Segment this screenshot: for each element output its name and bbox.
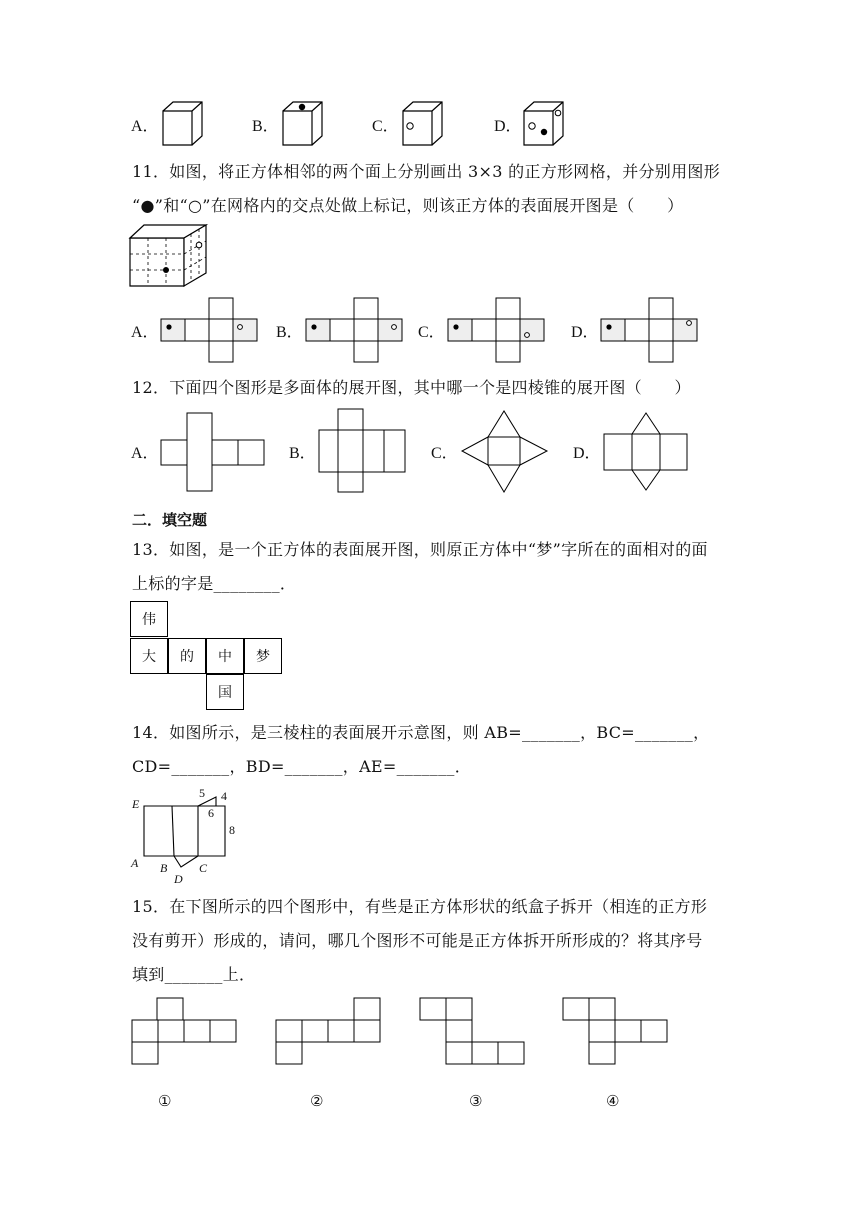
q13-cell-wei: 伟: [130, 601, 168, 637]
q11-net-a: [160, 297, 258, 363]
hollow-dot-icon: [687, 321, 692, 326]
q11-text-line1: 11．如图，将正方体相邻的两个面上分别画出 3×3 的正方形网格，并分别用图形: [132, 162, 720, 181]
q11-text-line2: “●”和“○”在网格内的交点处做上标记，则该正方体的表面展开图是（ ）: [132, 196, 684, 215]
q14-prism-net-figure: [143, 792, 233, 872]
hollow-dot-icon: [525, 333, 530, 338]
q11-cube-figure: [129, 224, 209, 288]
q14-point-b: B: [160, 861, 168, 875]
hollow-dot-icon: [196, 242, 202, 248]
q10-cube-a: [162, 101, 204, 147]
filled-dot-icon: [163, 267, 169, 273]
q10-option-d-label: D．: [494, 118, 522, 135]
q11-option-d-label: D．: [571, 324, 599, 341]
section-title: 二．填空题: [132, 511, 208, 529]
q12-net-b: [318, 408, 408, 494]
q14-number-4: 4: [221, 789, 227, 803]
filled-dot-icon: [541, 129, 547, 135]
q12-text-line1: 12．下面四个图形是多面体的展开图，其中哪一个是四棱锥的展开图（ ）: [132, 378, 691, 397]
filled-dot-icon: [299, 104, 305, 110]
filled-dot-icon: [453, 324, 458, 329]
hollow-dot-icon: [238, 325, 243, 330]
q14-point-d: D: [174, 872, 183, 886]
q11-option-a-label: A．: [131, 324, 159, 341]
q15-label-3: ③: [469, 1092, 483, 1110]
q14-text-line1: 14．如图所示，是三棱柱的表面展开示意图，则 AB=_______，BC=_______，: [132, 723, 710, 742]
q12-net-d: [603, 412, 689, 492]
q11-net-c: [447, 297, 545, 363]
q14-number-8: 8: [229, 823, 235, 837]
hollow-dot-icon: [555, 110, 561, 116]
q11-net-b: [305, 297, 403, 363]
q12-option-b-label: B．: [289, 445, 316, 462]
hollow-dot-icon: [529, 123, 535, 129]
q13-cell-meng: 梦: [244, 638, 282, 674]
q14-number-6: 6: [208, 806, 214, 820]
q12-option-d-label: D．: [573, 445, 601, 462]
q13-cell-guo: 国: [206, 674, 244, 710]
q12-option-a-label: A．: [131, 445, 159, 462]
q14-number-5: 5: [199, 786, 205, 800]
hollow-dot-icon: [407, 123, 413, 129]
q15-net-1: [131, 997, 239, 1067]
q11-option-c-label: C．: [418, 324, 445, 341]
q14-point-c: C: [199, 861, 208, 875]
q11-option-b-label: B．: [276, 324, 303, 341]
q12-net-c: [461, 410, 549, 494]
q10-cube-d: [523, 101, 565, 147]
q13-cell-zhong: 中: [206, 638, 244, 674]
q12-net-a: [160, 412, 266, 492]
q10-option-c-label: C．: [372, 118, 399, 135]
hollow-dot-icon: [392, 325, 397, 330]
q14-point-a: A: [131, 856, 139, 870]
q13-cell-de: 的: [168, 638, 206, 674]
q13-text-line1: 13．如图，是一个正方体的表面展开图，则原正方体中“梦”字所在的面相对的面: [132, 540, 708, 559]
q15-text-line3: 填到_______上．: [132, 965, 256, 984]
q14-text-line2: CD=_______，BD=_______，AE=_______．: [132, 757, 472, 776]
q15-text-line2: 没有剪开）形成的，请问，哪几个图形不可能是正方体拆开所形成的？将其序号: [132, 931, 703, 950]
q15-label-1: ①: [158, 1092, 172, 1110]
q11-net-d: [600, 297, 698, 363]
filled-dot-icon: [311, 324, 316, 329]
q15-net-2: [275, 997, 383, 1067]
q15-net-4: [562, 997, 670, 1067]
q13-net-figure: [130, 601, 285, 712]
q15-label-2: ②: [310, 1092, 324, 1110]
q15-net-3: [419, 997, 527, 1067]
q15-label-4: ④: [606, 1092, 620, 1110]
q15-text-line1: 15．在下图所示的四个图形中，有些是正方体形状的纸盒子拆开（相连的正方形: [132, 897, 708, 916]
q13-text-line2: 上标的字是________．: [132, 574, 297, 593]
filled-dot-icon: [166, 324, 171, 329]
q10-cube-c: [402, 101, 444, 147]
filled-dot-icon: [606, 324, 611, 329]
q12-option-c-label: C．: [431, 445, 458, 462]
q14-point-e: E: [132, 797, 140, 811]
q10-cube-b: [282, 101, 324, 147]
q13-cell-da: 大: [130, 638, 168, 674]
q10-option-a-label: A．: [131, 118, 159, 135]
q10-option-b-label: B．: [252, 118, 279, 135]
